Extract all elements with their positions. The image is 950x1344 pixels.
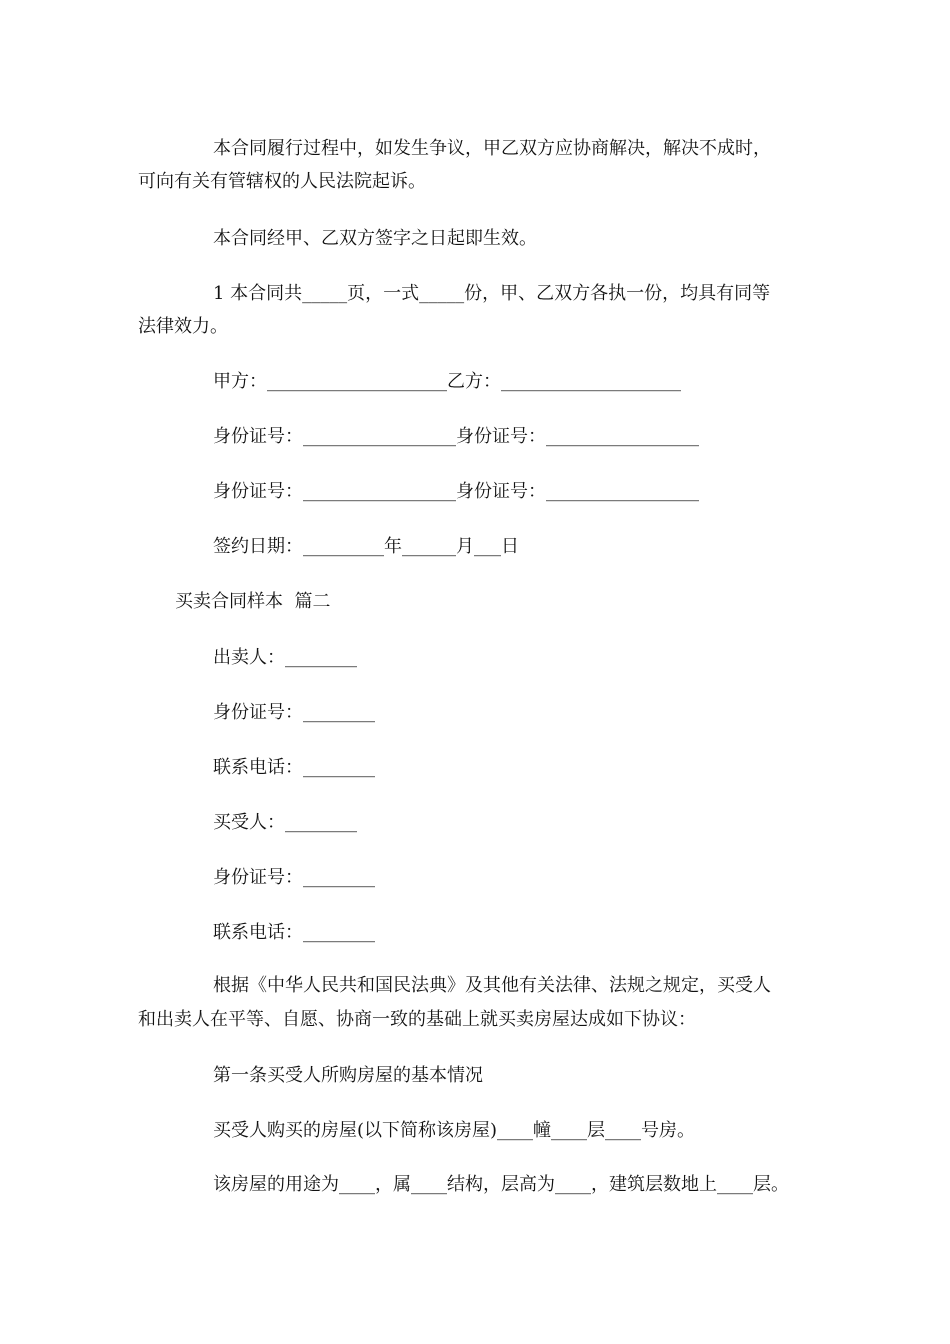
copies-clause-line-1: 1 本合同共_____页，一式_____份，甲、乙双方各执一份，均具有同等 [213,283,771,304]
party-signature-line: 甲方：____________________乙方：____________________ [213,371,681,392]
house-usage-line: 该房屋的用途为____，属____结构，层高为____，建筑层数地上____层。 [213,1174,789,1195]
signing-date-line: 签约日期：_________年______月___日 [213,536,519,557]
id-number-line-1: 身份证号：_________________身份证号：_________________ [213,426,699,447]
article-one-heading: 第一条买受人所购房屋的基本情况 [213,1065,483,1086]
dispute-clause-line-1: 本合同履行过程中，如发生争议，甲乙双方应协商解决，解决不成时， [213,138,771,159]
seller-field: 出卖人：________ [213,647,357,668]
copies-clause-line-2: 法律效力。 [138,316,228,337]
seller-phone-field: 联系电话：________ [213,757,375,778]
house-location-line: 买受人购买的房屋(以下简称该房屋)____幢____层____号房。 [213,1120,696,1141]
buyer-phone-field: 联系电话：________ [213,922,375,943]
section-heading: 买卖合同样本 篇二 [175,591,331,612]
effective-clause: 本合同经甲、乙双方签字之日起即生效。 [213,228,537,249]
dispute-clause-line-2: 可向有关有管辖权的人民法院起诉。 [138,171,426,192]
seller-id-field: 身份证号：________ [213,702,375,723]
legal-basis-line-1: 根据《中华人民共和国民法典》及其他有关法律、法规之规定，买受人 [213,975,771,996]
id-number-line-2: 身份证号：_________________身份证号：_________________ [213,481,699,502]
legal-basis-line-2: 和出卖人在平等、自愿、协商一致的基础上就买卖房屋达成如下协议： [138,1009,696,1030]
buyer-id-field: 身份证号：________ [213,867,375,888]
buyer-field: 买受人：________ [213,812,357,833]
